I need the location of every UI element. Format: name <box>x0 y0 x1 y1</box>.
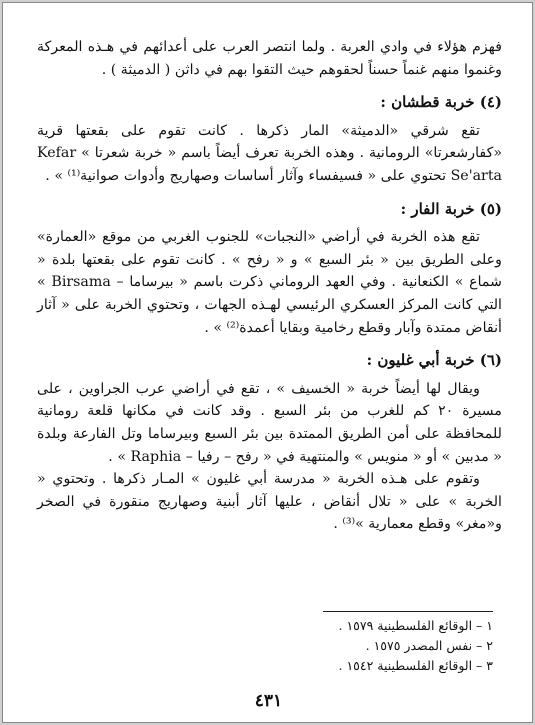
paragraph-abu-ghalyun-2: وتقوم على هـذه الخربة « مدرسة أبي غليون » المـار ذكرها . وتحتوي « الخربة » على « تلال أنقاض ، عليها آثار أبنية وصهاريج منقورة في الصخر و«مغر» وقطع معمارية »⁽³⁾ . <box>37 471 502 533</box>
heading-khirbet-qatshan: (٤) خربة قطشان : <box>380 93 502 112</box>
paragraph-al-far: تقع هذه الخربة في أراضي «النجبات» للجنوب الغربي من موقع «العمارة» وعلى الطريق بين « بئر السبع » و « رفح » . كانت تقوم على بقعتها بلدة « شماع » الكنعانية . وفي العهد الروماني ذكرت باسم « بيرساما – Birsama » التي كانت المركز العسكري الرئيسي لهـذه الجهات ، وتحتوي الخربة على « آثار أنقاض ممتدة وآبار وقطع رخامية وبقايا أعمدة⁽²⁾ » . <box>37 229 502 336</box>
paragraph-qatshan: تقع شرقي «الدميثة» المار ذكرها . كانت تقوم على بقعتها قرية «كفارشعرتا» الرومانية . وهذه الخربة تعرف أيضاً باسم « خربة شعرتا » Kefar Se'arta تحتوي على « فسيفساء وآثار أساسات وصهاريج وأدوات صوانية⁽¹⁾ » . <box>37 122 502 184</box>
page-number: ٤٣١ <box>254 691 283 711</box>
page-body <box>37 36 502 536</box>
footnotes <box>273 616 493 676</box>
footnote-1: ١ – الوقائع الفلسطينية ١٥٧٩ . <box>338 618 493 633</box>
heading-khirbet-al-far: (٥) خربة الفار : <box>400 199 502 218</box>
heading-khirbet-abu-ghalyun: (٦) خربة أبي غليون : <box>366 351 502 370</box>
footnote-divider <box>323 611 493 612</box>
book-page <box>2 2 533 723</box>
footnote-2: ٢ – نفس المصدر ١٥٧٥ . <box>365 638 493 653</box>
paragraph-abu-ghalyun-1: ويقال لها أيضاً خربة « الخسيف » ، تقع في أراضي عرب الجراوين ، على مسيرة ٢٠ كم للغرب من بئر السبع . وقد كانت في مكانها قلعة رومانية للمحافظة على أمن الطريق الممتدة بين بئر السبع وبيرساما وتل الفارعة وبلدة « مدبين » أو « منويس » والمنتهية في « رفح – رفيا – Raphia » . <box>37 380 503 465</box>
footnote-3: ٣ – الوقائع الفلسطينية ١٥٤٢ . <box>338 658 493 673</box>
paragraph-battle: فهزم هؤلاء في وادي العربة . ولما انتصر العرب على أعدائهم في هـذه المعركة وغنموا منهم غنماً حسناً لحقوهم حيث التقوا بهم في داثن ( الدميثة ) . <box>37 39 502 78</box>
